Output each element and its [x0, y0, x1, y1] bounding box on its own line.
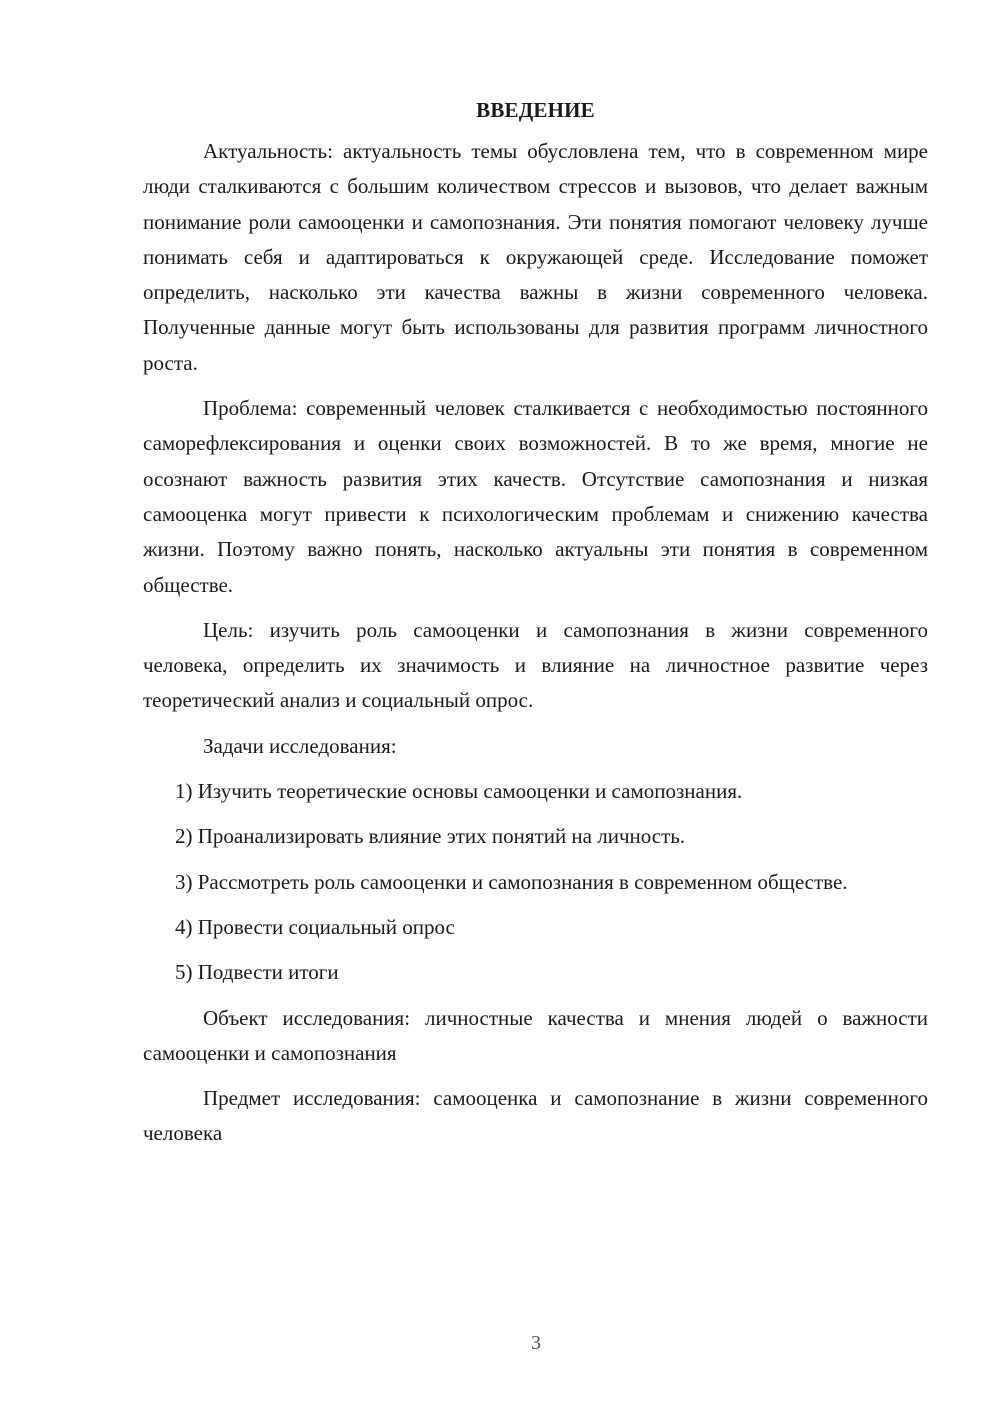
tasks-list [143, 774, 928, 990]
list-item: 2) Проанализировать влияние этих понятий на личность. [175, 824, 686, 849]
paragraph-object: Объект исследования: личностные качества и мнения людей о важности самооценки и самопознания [143, 1005, 928, 1065]
list-item: 4) Провести социальный опрос [175, 914, 455, 939]
document-page [143, 92, 928, 1162]
paragraph-problem: Проблема: современный человек сталкивается с необходимостью постоянного саморефлексирования и оценки своих возможностей. В то же время, многие не осознают важность развития этих качеств. Отсутствие самопознания и низкая самооценка могут привести к психологическим проблемам и снижению качества жизни. Поэтому важно понять, насколько актуальны эти понятия в современном обществе. [143, 396, 928, 597]
list-item: 3) Рассмотреть роль самооценки и самопознания в современном обществе. [175, 869, 848, 894]
paragraph-relevance: Актуальность: актуальность темы обусловлена тем, что в современном мире люди сталкиваются с большим количеством стрессов и вызовов, что делает важным понимание роли самооценки и самопознания. Эти понятия помогают человеку лучше понимать себя и адаптироваться к окружающей среде. Исследование поможет определить, насколько эти качества важны в жизни современного человека. Полученные данные могут быть использованы для развития программ личностного роста. [143, 139, 928, 375]
page-number: 3 [531, 1332, 541, 1354]
section-title: ВВЕДЕНИЕ [476, 98, 595, 122]
tasks-heading: Задачи исследования: [203, 733, 397, 758]
paragraph-goal: Цель: изучить роль самооценки и самопознания в жизни современного человека, определить их значимость и влияние на личностное развитие через теоретический анализ и социальный опрос. [143, 617, 928, 713]
paragraph-subject: Предмет исследования: самооценка и самопознание в жизни современного человека [143, 1086, 928, 1146]
list-item: 5) Подвести итоги [175, 960, 339, 985]
list-item: 1) Изучить теоретические основы самооценки и самопознания. [175, 779, 743, 804]
